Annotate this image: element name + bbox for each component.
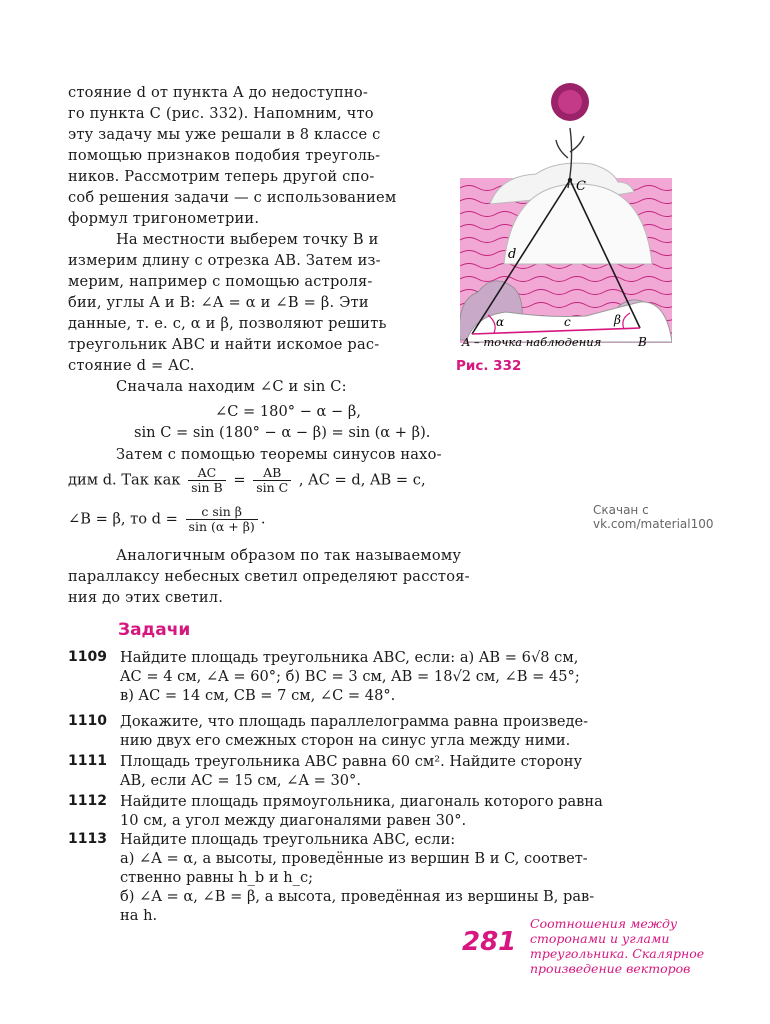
label-alpha: α [496,315,505,329]
text-line: мерим, например с помощью астроля- [68,273,373,290]
chapter-note-line: треугольника. Скалярное [530,946,705,961]
task-line: Найдите площадь треугольника ABC, если: [120,831,456,848]
equation-angle-c: ∠C = 180° − α − β, [215,403,361,420]
task-line: Найдите площадь прямоугольника, диагональ которого равна [120,793,603,810]
text-line: На местности выберем точку B и [116,231,379,248]
step-paragraph [68,376,347,397]
text-line: помощью признаков подобия треуголь- [68,147,381,164]
task-line: Найдите площадь треугольника ABC, если: а) AB = 6√8 см, [120,649,579,666]
download-watermark: Скачан с vk.com/material100 [593,503,714,531]
label-c-side: c [564,315,571,329]
task-line: 10 см, а угол между диагоналями равен 30°. [120,812,467,829]
tree-crown-inner [558,90,582,114]
sine-theorem-line: дим d. Так как $\frac{AC}{\text{sin B}}$ = $\frac{AB}{\text{sin C}}$ , AC = d, AB = c, [68,465,426,495]
chapter-note [530,916,730,976]
fraction-d-formula: $\frac{\text{c sin β}}{\sin (\alpha + \beta)}$ [186,505,258,534]
text-line: измерим длину c отрезка AB. Затем из- [68,252,381,269]
text-line: , AC = d, AB = c, [298,471,426,489]
sine-theorem-paragraph [68,444,442,465]
task-number: 1110 [68,713,107,729]
task-line: Докажите, что площадь параллелограмма равна произведе- [120,713,589,730]
task-line: а) ∠A = α, а высоты, проведённые из вершин B и C, соответ- [120,850,588,867]
fraction-ac-sinb: $\frac{AC}{\text{sin B}}$ [188,466,226,495]
label-b-point: B [638,335,647,348]
task-line: AB, если AC = 15 см, ∠A = 30°. [120,772,361,789]
point-c [568,178,572,182]
task-line: ственно равны h_b и h_c; [120,869,314,886]
label-d: d [508,247,517,262]
label-c-point: C [576,179,586,194]
fraction-ab-sinc: $\frac{AB}{\text{sin C}}$ [253,466,291,495]
parallax-paragraph [68,545,470,608]
chapter-note-line: сторонами и углами [530,931,670,946]
text-line: стояние d от пункта A до недоступно- [68,84,368,101]
text-line: данные, т. е. c, α и β, позволяют решить [68,315,387,332]
text-line: бии, углы A и B: ∠A = α и ∠B = β. Эти [68,294,369,311]
task-line: Площадь треугольника ABC равна 60 см². Найдите сторону [120,753,583,770]
task-line: в) AC = 14 см, CB = 7 см, ∠C = 48°. [120,687,396,704]
text-line: го пункта C (рис. 332). Напомним, что [68,105,374,122]
task-line: нию двух его смежных сторон на синус угла между ними. [120,732,571,749]
task-number: 1113 [68,831,107,847]
text-line: стояние d = AC. [68,357,195,374]
figure-caption: Рис. 332 [456,358,522,374]
task-number: 1111 [68,753,107,769]
page-number: 281 [462,927,517,957]
chapter-note-line: произведение векторов [530,961,691,976]
label-a-point: A – точка наблюдения [462,335,602,348]
text-line: соб решения задачи — с использованием [68,189,397,206]
figure-332 [460,78,672,348]
text-line: Сначала находим ∠C и sin C: [116,378,347,395]
text-line: параллаксу небесных светил определяют расстоя- [68,568,470,585]
task-line: AC = 4 см, ∠A = 60°; б) BC = 3 см, AB = 18√2 см, ∠B = 45°; [120,668,580,685]
task-number: 1109 [68,649,107,665]
label-beta: β [614,313,621,327]
distance-formula-line: ∠B = β, то d = $\frac{\text{c sin β}}{\sin (\alpha + \beta)}$ . [68,504,266,534]
text-line: Аналогичным образом по так называемому [116,547,462,564]
chapter-note-line: Соотношения между [530,916,678,931]
task-number: 1112 [68,793,107,809]
section-title: Задачи [118,620,191,640]
text-line: треугольник ABC и найти искомое рас- [68,336,380,353]
method-paragraph [68,229,387,376]
text-line: эту задачу мы уже решали в 8 классе с [68,126,381,143]
task-line: на h. [120,907,158,924]
text-line: ников. Рассмотрим теперь другой спо- [68,168,375,185]
text-line: ∠B = β, то d = [68,510,178,528]
text-line: ния до этих светил. [68,589,224,606]
text-line: дим d. Так как [68,471,181,489]
equation-sin-c: sin C = sin (180° − α − β) = sin (α + β). [134,424,431,441]
task-line: б) ∠A = α, ∠B = β, а высота, проведённая из вершины B, рав- [120,888,595,905]
text-line: формул тригонометрии. [68,210,260,227]
intro-paragraph [68,82,396,229]
text-line: Затем с помощью теоремы синусов нахо- [116,446,442,463]
